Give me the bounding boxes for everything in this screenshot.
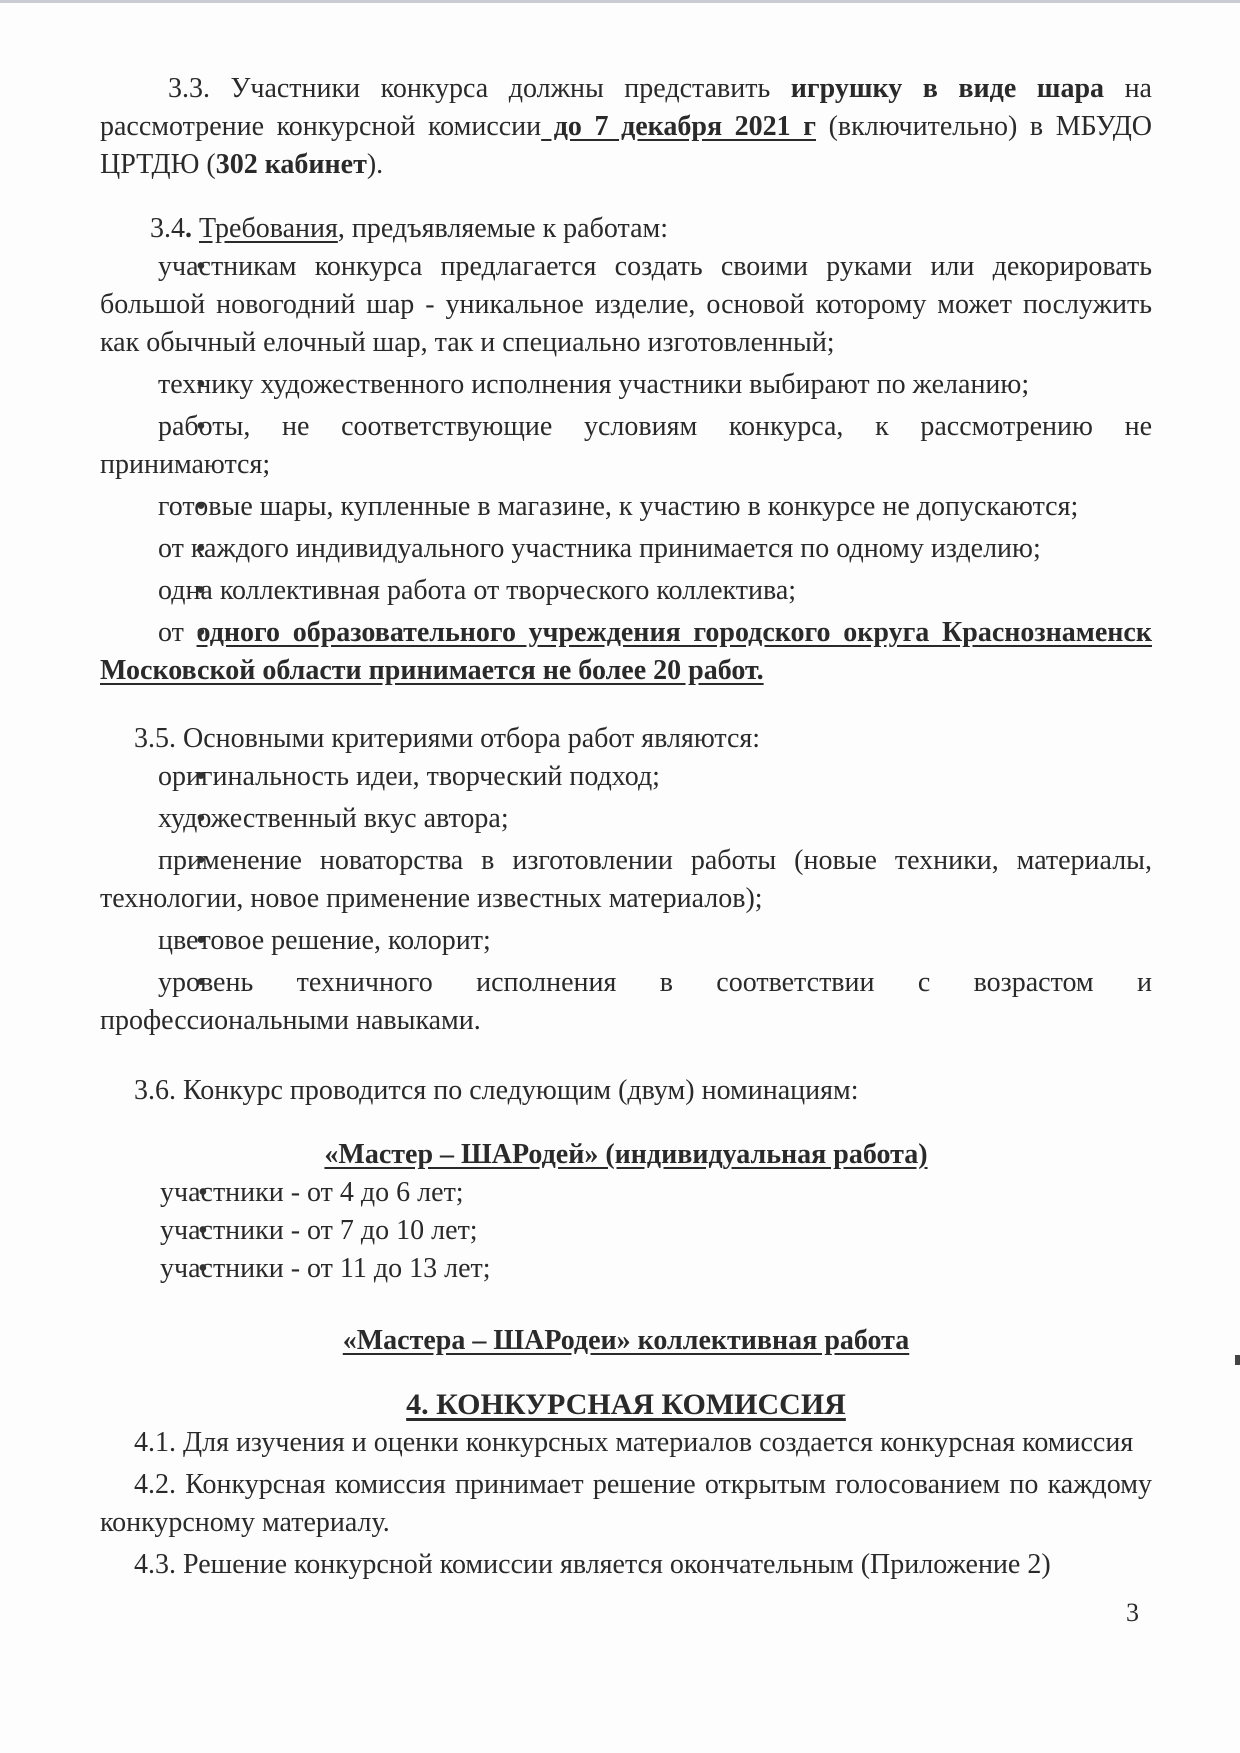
s33-room: 302 кабинет: [215, 149, 367, 180]
section-3-5-title: 3.5. Основными критериями отбора работ являются:: [134, 723, 761, 754]
list-item: • оригинальность идеи, творческий подход;: [100, 758, 1152, 796]
section-3-3: [100, 70, 1152, 184]
list-item: • применение новаторства в изготовлении работы (новые техники, материалы, технологии, новое применение известных материалов);: [100, 842, 1152, 918]
section-3-4-title: [100, 210, 1152, 248]
list-item: • одна коллективная работа от творческого коллектива;: [100, 572, 1152, 610]
requirements-list: [100, 248, 1152, 690]
s33-deadline: до 7 декабря 2021 г: [541, 111, 816, 142]
list-item: • участникам конкурса предлагается создать своими руками или декорировать большой новогодний шар - уникальное изделие, основой которому может послужить как обычный елочный шар, так и специально изготовленный;: [100, 248, 1152, 362]
list-item: • участники - от 7 до 10 лет;: [100, 1212, 1152, 1250]
list-item: • готовые шары, купленные в магазине, к участию в конкурсе не допускаются;: [100, 488, 1152, 526]
list-item: • технику художественного исполнения участники выбирают по желанию;: [100, 366, 1152, 404]
list-item: • цветовое решение, колорит;: [100, 922, 1152, 960]
s34-requirements-word: Требования: [199, 213, 338, 244]
scan-top-edge: [0, 0, 1240, 3]
page-number: 3: [1126, 1598, 1139, 1627]
section-4-2: 4.2. Конкурсная комиссия принимает решение открытым голосованием по каждому конкурсному материалу.: [100, 1469, 1152, 1538]
list-item: • уровень техничного исполнения в соответствии с возрастом и профессиональными навыками.: [100, 964, 1152, 1040]
list-item: • участники - от 4 до 6 лет;: [100, 1174, 1152, 1212]
s34-dot: .: [185, 213, 192, 244]
criteria-list: [100, 758, 1152, 1040]
list-item: • участники - от 11 до 13 лет;: [100, 1250, 1152, 1288]
section-4-heading: 4. КОНКУРСНАЯ КОМИССИЯ: [406, 1388, 846, 1421]
scan-edge-mark: [1235, 1355, 1240, 1365]
nomination-individual: «Мастер – ШАРодей» (индивидуальная работа): [324, 1139, 928, 1170]
limit-bold-text: одного образовательного учреждения городского округа Краснознаменск Московской области принимается не более 20 работ.: [100, 617, 1152, 686]
s33-text-3: (включительно) в МБУДО ЦРТДЮ (: [100, 111, 1153, 180]
s33-text-4: ).: [366, 149, 384, 180]
s33-text-2: на рассмотрение конкурсной комиссии: [100, 73, 1152, 142]
s33-text-1: 3.3. Участники конкурса должны представить: [168, 73, 791, 104]
section-4-1: 4.1. Для изучения и оценки конкурсных материалов создается конкурсная комиссия: [134, 1427, 1134, 1458]
list-item: • художественный вкус автора;: [100, 800, 1152, 838]
list-item: • работы, не соответствующие условиям конкурса, к рассмотрению не принимаются;: [100, 408, 1152, 484]
nomination-collective: «Мастера – ШАРодеи» коллективная работа: [342, 1325, 910, 1356]
s34-title-rest: , предъявляемые к работам:: [337, 213, 668, 244]
s33-bold-toy: игрушку в виде шара: [790, 73, 1105, 104]
section-3-6-title: 3.6. Конкурс проводится по следующим (двум) номинациям:: [134, 1075, 859, 1106]
limit-prefix: от: [158, 617, 197, 648]
age-groups-list: [100, 1174, 1152, 1288]
s34-number: 3.4: [150, 213, 185, 244]
section-4-3: 4.3. Решение конкурсной комиссии является окончательным (Приложение 2): [134, 1549, 1051, 1580]
list-item-limit: [100, 614, 1152, 690]
list-item: • от каждого индивидуального участника принимается по одному изделию;: [100, 530, 1152, 568]
document-page: [100, 70, 1152, 1584]
